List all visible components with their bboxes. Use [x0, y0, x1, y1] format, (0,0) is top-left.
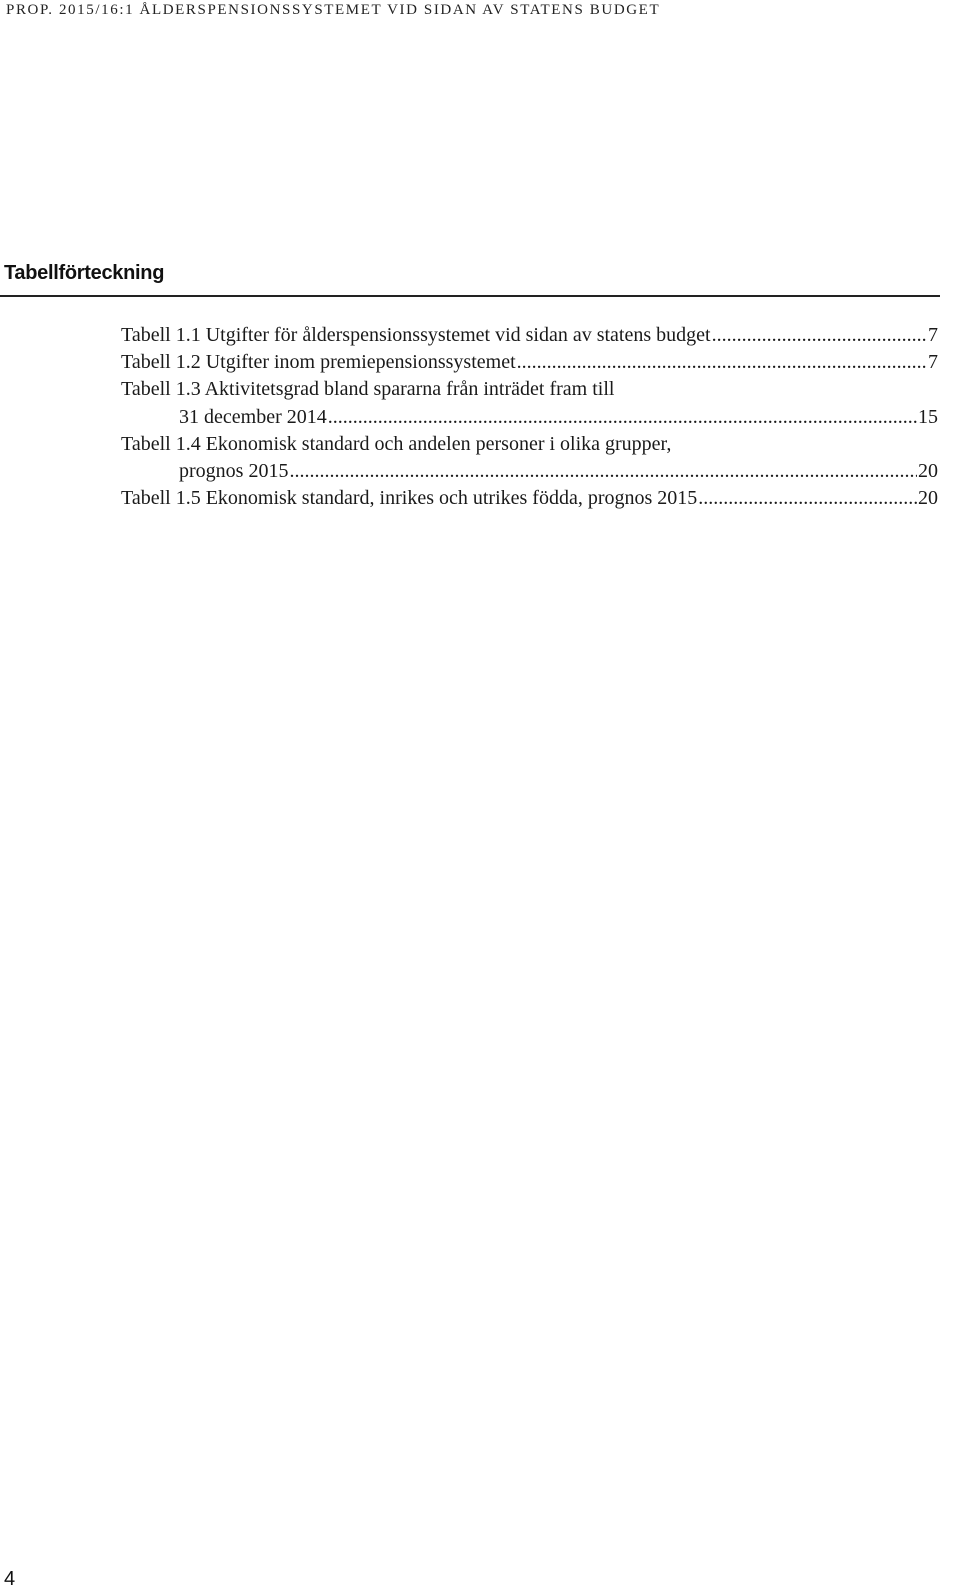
toc-entry-page[interactable]: 7 [928, 351, 938, 374]
toc-entry-title[interactable]: Tabell 1.4 Ekonomisk standard och andelen personer i olika grupper, [121, 432, 672, 455]
toc-entry-page[interactable]: 7 [928, 324, 938, 346]
toc-entry-page[interactable]: 15 [918, 405, 938, 428]
dot-leader [517, 349, 927, 376]
table-of-tables [121, 322, 938, 512]
dot-leader [289, 458, 917, 485]
section-title: Tabellförteckning [4, 262, 165, 284]
dot-leader [698, 485, 917, 512]
toc-entry-title[interactable]: Tabell 1.2 Utgifter inom premiepensionssystemet [121, 351, 516, 374]
dot-leader [712, 322, 927, 349]
page-number: 4 [4, 1568, 16, 1590]
title-rule [0, 295, 940, 297]
dot-leader [328, 404, 917, 431]
toc-entry-title-continuation[interactable]: 31 december 2014 [179, 405, 327, 428]
toc-entry[interactable] [121, 322, 938, 349]
running-header: PROP. 2015/16:1 ÅLDERSPENSIONSSYSTEMET VID SIDAN AV STATENS BUDGET [6, 2, 661, 18]
toc-entry-title-continuation[interactable]: prognos 2015 [179, 460, 289, 483]
toc-entry[interactable] [121, 376, 938, 430]
toc-entry-title[interactable]: Tabell 1.1 Utgifter för ålderspensionssystemet vid sidan av statens budget [121, 324, 711, 346]
toc-entry-page[interactable]: 20 [918, 460, 938, 483]
toc-entry[interactable] [121, 349, 938, 376]
toc-entry-page[interactable]: 20 [918, 487, 938, 510]
toc-entry-title[interactable]: Tabell 1.5 Ekonomisk standard, inrikes och utrikes födda, prognos 2015 [121, 487, 698, 510]
toc-entry-title[interactable]: Tabell 1.3 Aktivitetsgrad bland spararna från inträdet fram till [121, 378, 615, 401]
toc-entry[interactable] [121, 431, 938, 485]
toc-entry[interactable] [121, 485, 938, 512]
